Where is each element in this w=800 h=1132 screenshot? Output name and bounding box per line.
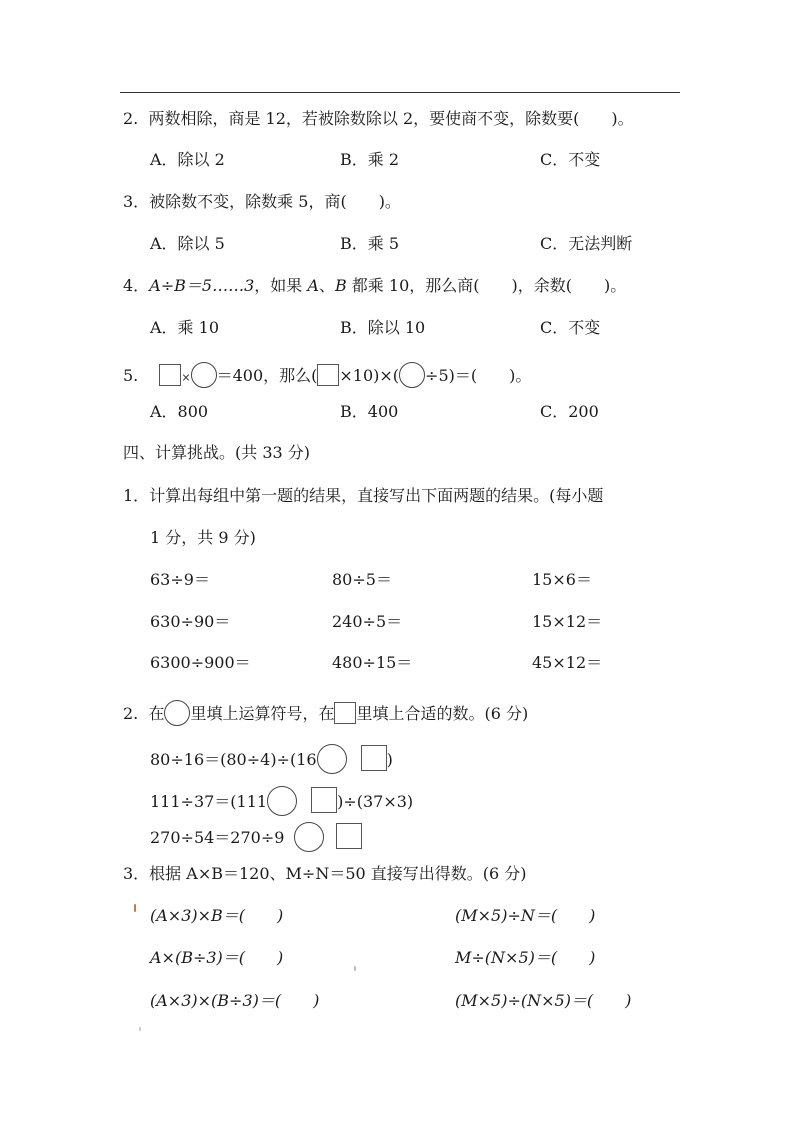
q2-option-c: C．不变 [540,150,601,169]
calc-cell: 15×12＝ [532,612,603,631]
s4q2-expr2 [150,786,413,816]
scan-speck [139,1027,141,1031]
s4q2-expr3 [150,822,362,852]
q5-eq400: ＝400，那么( [216,366,318,385]
s4q2-expr1 [150,744,393,774]
calc-cell: 63÷9＝ [150,570,210,589]
q4-var-b: B [334,276,347,295]
q3-option-c: C．无法判断 [540,234,633,253]
calc-cell: 6300÷900＝ [150,653,251,672]
s4q3-right-1: (M×5)÷N＝( ) [455,906,596,925]
answer-box-icon [311,787,337,813]
q4-option-c: C．不变 [540,318,601,337]
answer-box-icon [159,364,181,386]
calc-cell: 15×6＝ [532,570,592,589]
q4-option-b: B．除以 10 [340,318,426,337]
scan-speck [134,904,136,912]
q5-x10: ×10)×( [339,366,400,385]
s4q2-text [123,700,528,726]
answer-box-icon [361,745,387,771]
s4q1-line2: 1 分，共 9 分) [150,528,256,547]
q5-option-c: C．200 [540,402,599,421]
answer-box-icon [334,702,356,724]
header-rule [120,92,680,93]
q3-text: 3．被除数不变，除数乘 5，商( )。 [123,192,401,211]
answer-circle-icon [317,744,347,774]
answer-circle-icon [267,786,297,816]
q4-expression: A÷B＝5……3 [149,276,255,295]
s4q2-end: 里填上合适的数。(6 分) [356,704,529,723]
s4q3-left-3: (A×3)×(B÷3)＝( ) [150,991,320,1010]
answer-circle-icon [399,362,425,388]
q3-option-b: B．乘 5 [340,234,400,253]
q4-mid: ，如果 [254,276,308,295]
s4q2-expr2-a: 111÷37＝(111 [150,792,268,811]
answer-circle-icon [294,822,324,852]
s4q2-expr1-a: 80÷16＝(80÷4)÷(16 [150,750,317,769]
answer-box-icon [317,364,339,386]
answer-circle-icon [191,362,217,388]
s4q3-left-1: (A×3)×B＝( ) [150,906,284,925]
q4-sep: 、 [318,276,335,295]
calc-cell: 80÷5＝ [332,570,392,589]
scan-speck [354,966,356,971]
q3-option-a: A．除以 5 [150,234,225,253]
q4-var-a: A [307,276,319,295]
s4q2-mid: 里填上运算符号，在 [190,704,335,723]
q5-option-b: B．400 [340,402,399,421]
calc-cell: 480÷15＝ [332,653,413,672]
s4q2-expr1-b: ) [386,750,393,769]
q5-d5: ÷5)＝( )。 [425,366,532,385]
answer-circle-icon [164,700,190,726]
answer-box-icon [336,823,362,849]
q4-prefix: 4． [123,276,150,295]
calc-cell: 630÷90＝ [150,612,231,631]
s4q1-line1: 1．计算出每组中第一题的结果，直接写出下面两题的结果。(每小题 [123,486,604,505]
s4q3-left-2: A×(B÷3)＝( ) [150,948,284,967]
calc-cell: 45×12＝ [532,653,603,672]
q2-option-a: A．除以 2 [150,150,225,169]
q5-prefix: 5. [123,366,139,385]
calc-cell: 240÷5＝ [332,612,403,631]
q5-option-a: A．800 [150,402,209,421]
q5-times: × [181,371,191,384]
q4-option-a: A．乘 10 [150,318,220,337]
q4-rest: 都乘 10，那么商( )，余数( )。 [346,276,627,295]
q2-option-b: B．乘 2 [340,150,400,169]
section-title: 四、计算挑战。(共 33 分) [123,443,311,462]
s4q3-right-2: M÷(N×5)＝( ) [455,948,596,967]
q4-text [123,275,626,297]
q2-text: 2. 两数相除，商是 12，若被除数除以 2，要使商不变，除数要( )。 [123,109,634,128]
s4q2-prefix: 2. 在 [123,704,165,723]
s4q2-expr3-a: 270÷54＝270÷9 [150,828,285,847]
s4q3-right-3: (M×5)÷(N×5)＝( ) [455,991,632,1010]
s4q3-title: 3．根据 A×B＝120、M÷N＝50 直接写出得数。(6 分) [123,864,527,883]
s4q2-expr2-b: )÷(37×3) [337,792,414,811]
q5-text [123,362,531,389]
